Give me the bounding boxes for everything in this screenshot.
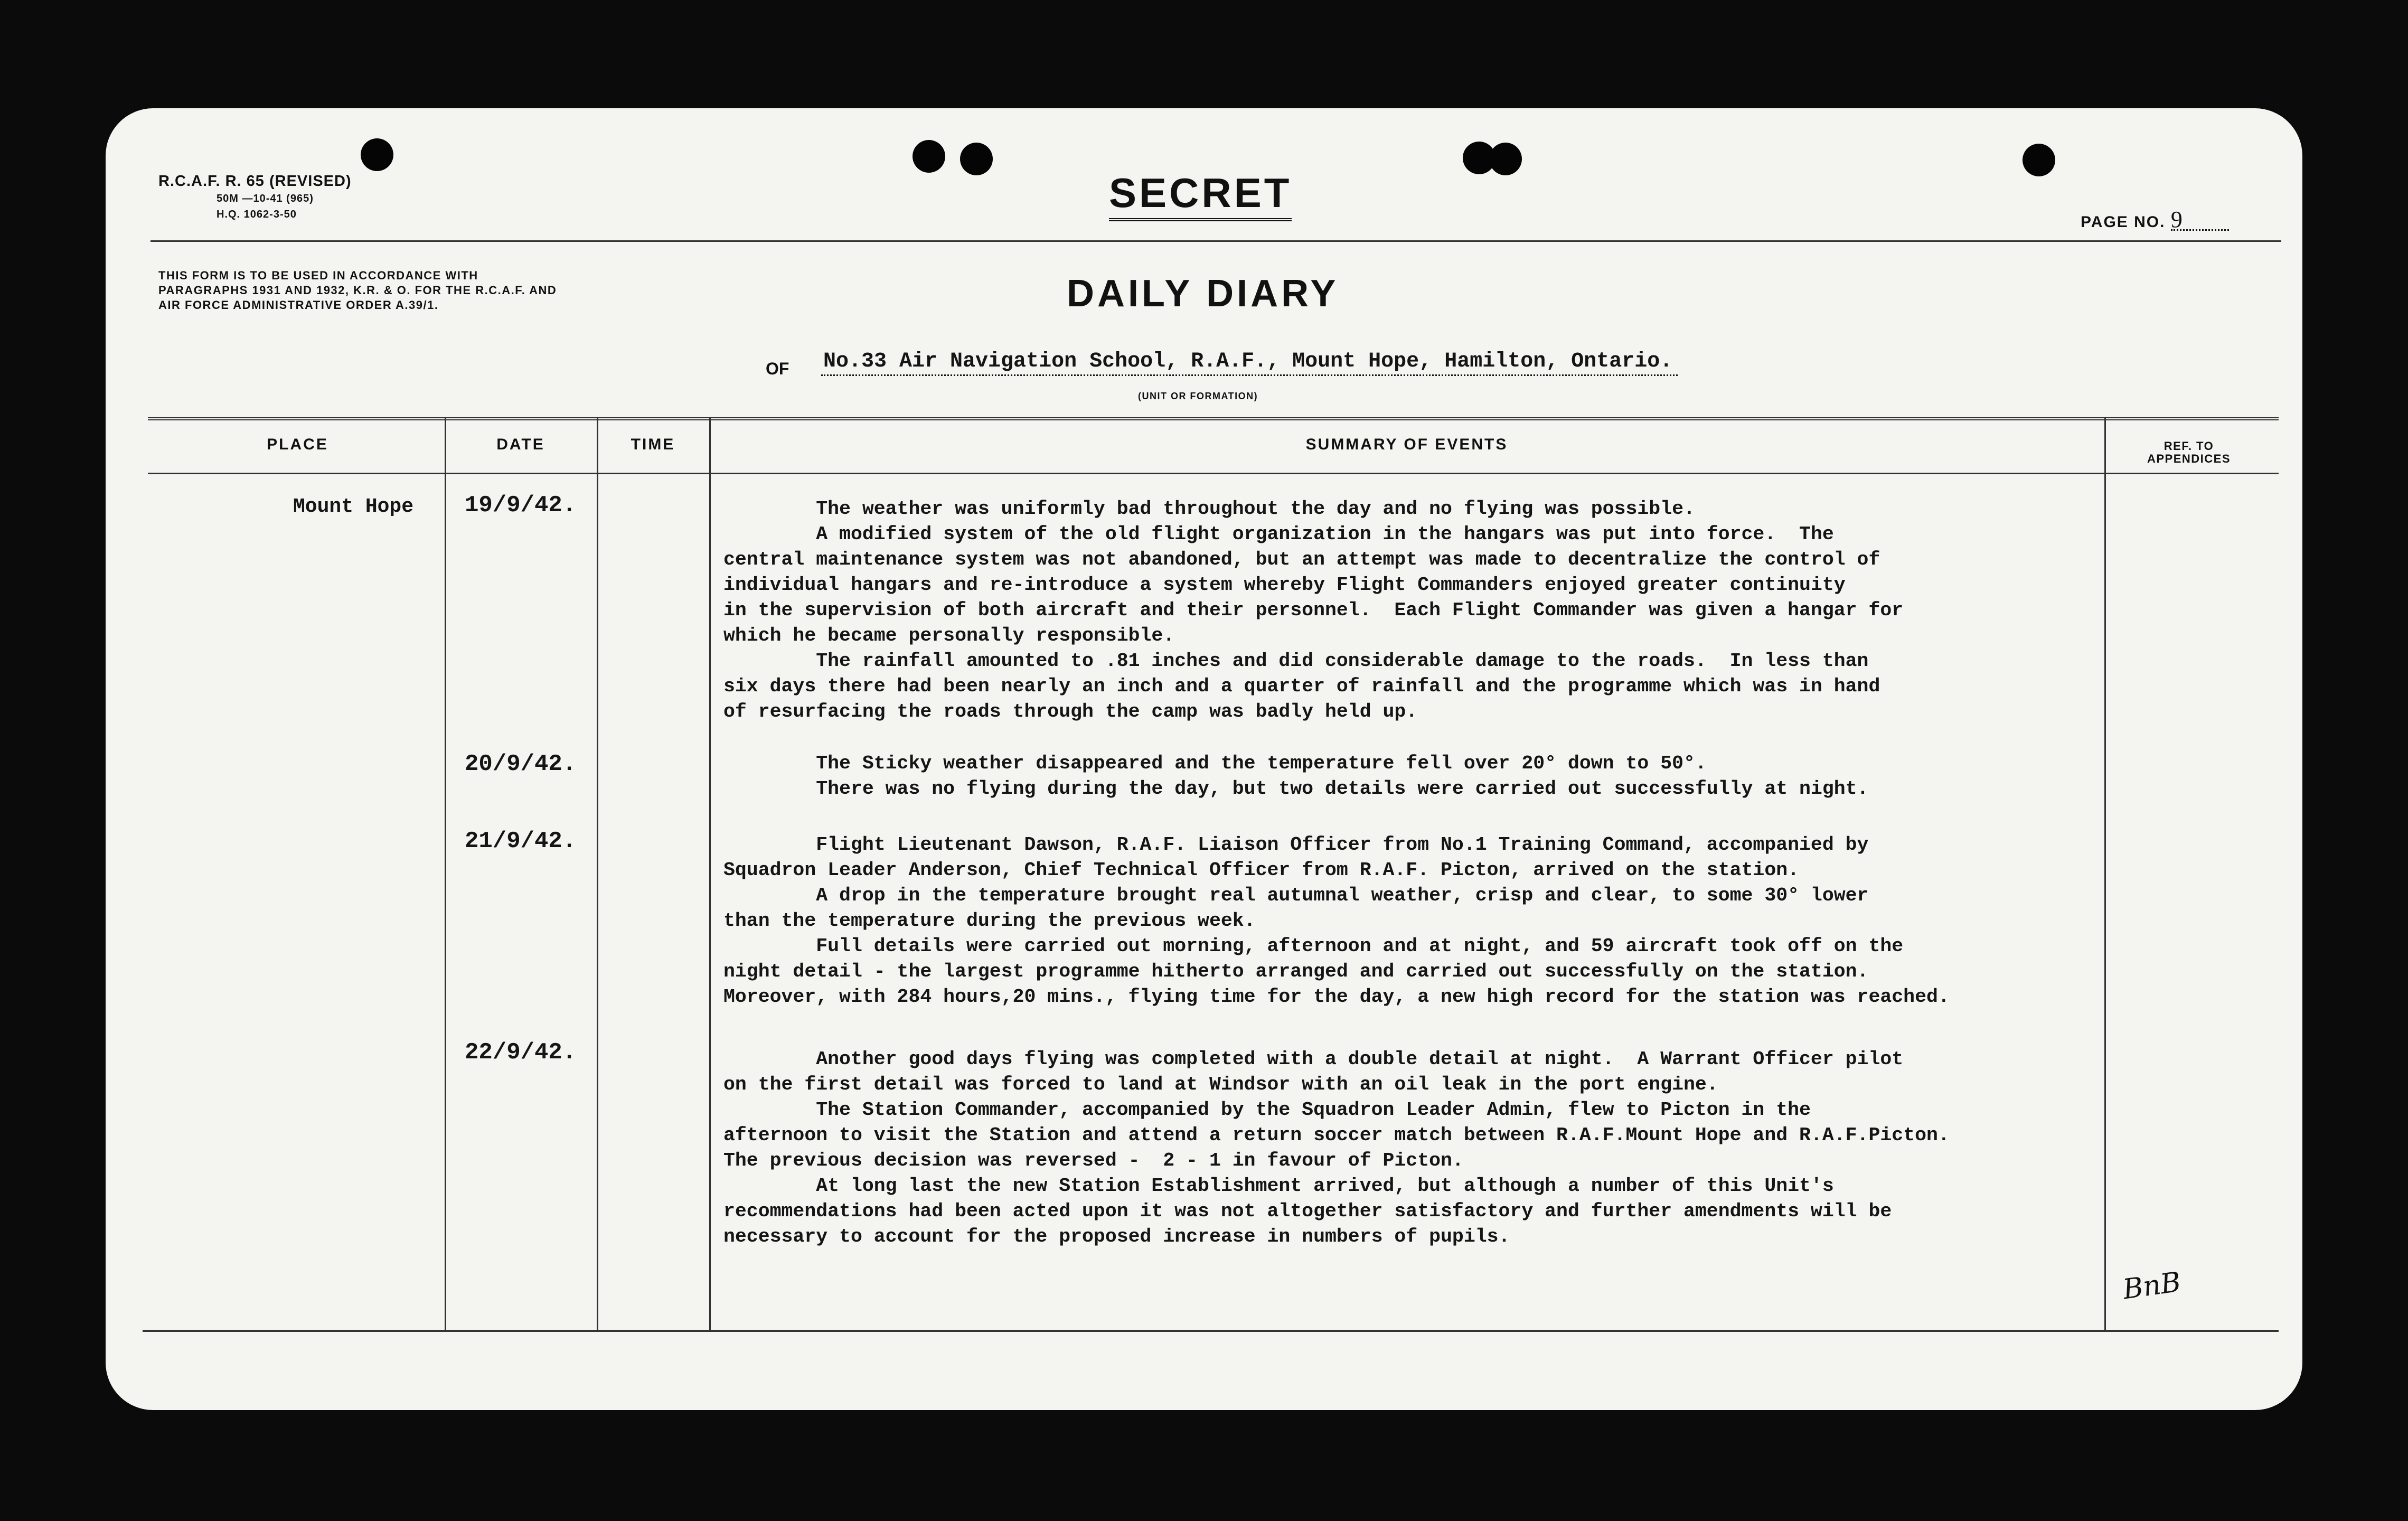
column-divider — [597, 417, 598, 1330]
column-header-summary: SUMMARY OF EVENTS — [1305, 436, 1508, 453]
table-header-rule — [148, 473, 2279, 474]
column-divider — [709, 417, 711, 1330]
punch-hole — [2023, 144, 2055, 176]
date-cell: 21/9/42. — [465, 828, 577, 855]
form-instructions: THIS FORM IS TO BE USED IN ACCORDANCE WITH PARAGRAPHS 1931 AND 1932, K.R. & O. FOR THE R.C.A.F. AND AIR FORCE ADMINISTRATIVE ORDER A.39/1. — [158, 269, 557, 312]
column-divider — [445, 417, 446, 1330]
page-title: DAILY DIARY — [1067, 273, 1339, 315]
unit-of-label: OF — [766, 359, 789, 378]
date-cell: 19/9/42. — [465, 492, 577, 519]
punch-hole — [1489, 143, 1522, 175]
header-divider — [150, 240, 2281, 242]
form-number: R.C.A.F. R. 65 (REVISED) — [158, 173, 352, 190]
column-header-date: DATE — [496, 436, 545, 453]
punch-hole — [361, 138, 393, 171]
page-number-label: PAGE NO. — [2081, 213, 2166, 231]
place-cell: Mount Hope — [293, 495, 414, 518]
date-cell: 20/9/42. — [465, 751, 577, 777]
diary-entry: The Sticky weather disappeared and the temperature fell over 20° down to 50°. There was no flying during the day, but two details were carried out successfully at night. — [816, 753, 1869, 800]
form-reference — [158, 172, 352, 222]
page-number — [2081, 206, 2229, 232]
diary-entry: Another good days flying was completed with a double detail at night. A Warrant Officer pilot on the first detail was forced to land at Windsor with an oil leak in the port engine. The Station Commander, accompanied by the Squadron Leader Admin, flew to Picton in the afternoon to visit the Station and attend a return soccer match between R.A.F.Mount Hope and R.A.F.Picton. The previous decision was reversed - 2 - 1 in favour of Picton. At long last the new Station Establishment arrived, but although a number of this Unit's recommendations had been acted upon it was not altogether satisfactory and further amendments will be necessary to account for the proposed increase in numbers of pupils. — [723, 1048, 1950, 1247]
unit-name: No.33 Air Navigation School, R.A.F., Mount Hope, Hamilton, Ontario. — [821, 350, 1678, 376]
column-header-place: PLACE — [267, 436, 328, 453]
print-line: 50M —10-41 (965) — [217, 193, 314, 204]
column-header-ref: REF. TO APPENDICES — [2147, 439, 2231, 465]
hq-line: H.Q. 1062-3-50 — [217, 209, 297, 220]
diary-entry: Flight Lieutenant Dawson, R.A.F. Liaison Officer from No.1 Training Command, accompanied by Squadron Leader Anderson, Chief Technical Officer from R.A.F. Picton, arrived on the station. A drop in the temperature brought real autumnal weather, crisp and clear, to some 30° lower than the temperature during the previous week. Full details were carried out morning, afternoon and at night, and 59 aircraft took off on the night detail - the largest programme hitherto arranged and carried out successfully on the station. Moreover, with 284 hours,20 mins., flying time for the day, a new high record for the station was reached. — [723, 834, 1950, 1008]
unit-caption: (UNIT OR FORMATION) — [1138, 391, 1258, 401]
table-top-rule — [148, 417, 2279, 420]
page-number-value: 9 — [2171, 210, 2229, 231]
punch-hole — [960, 143, 993, 175]
diary-entry: The weather was uniformly bad throughout the day and no flying was possible. A modified system of the old flight organization in the hangars was put into force. The central maintenance system was not abandoned, but an attempt was made to decentralize the control of individual hangars and re-introduce a system whereby Flight Commanders enjoyed greater continuity in the supervision of both aircraft and their personnel. Each Flight Commander was given a hangar for which he became personally responsible. The rainfall amounted to .81 inches and did considerable damage to the roads. In less than six days there had been nearly an inch and a quarter of rainfall and the programme which was in hand of resurfacing the roads through the camp was badly held up. — [723, 498, 1904, 722]
classification-stamp: SECRET — [1109, 169, 1292, 221]
date-cell: 22/9/42. — [465, 1039, 577, 1066]
column-header-time: TIME — [631, 436, 675, 453]
handwritten-initials: BnB — [2121, 1266, 2183, 1306]
table-bottom-rule — [143, 1330, 2279, 1332]
punch-hole — [913, 140, 945, 173]
